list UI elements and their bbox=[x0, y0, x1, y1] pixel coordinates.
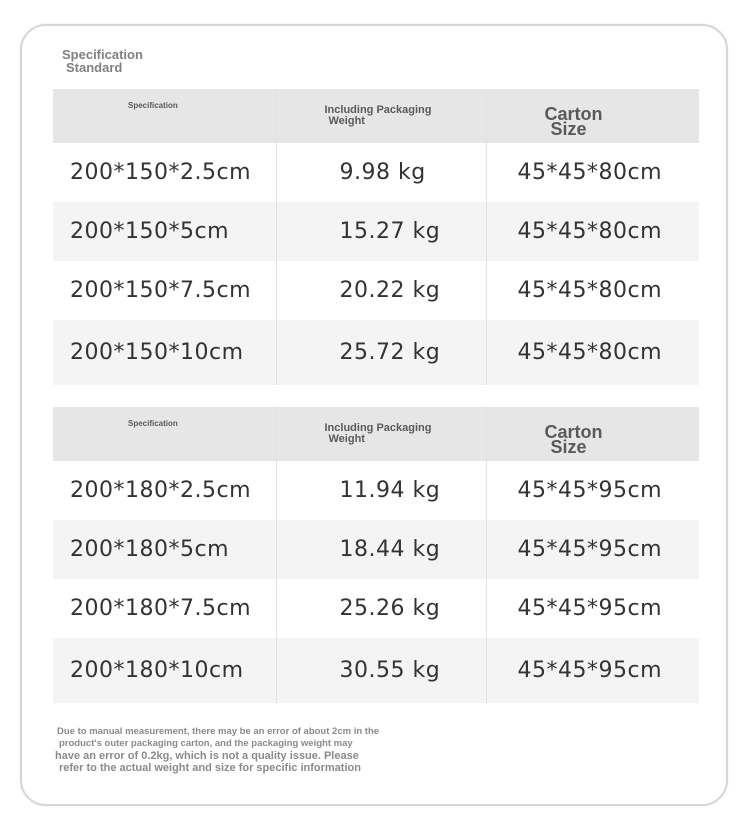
table-row bbox=[53, 638, 699, 703]
cell-carton: 45*45*80cm bbox=[486, 143, 699, 202]
cell-weight: 20.22 kg bbox=[276, 261, 486, 320]
table-row bbox=[53, 202, 699, 261]
cell-carton: 45*45*95cm bbox=[486, 638, 699, 703]
table-header-row bbox=[53, 407, 699, 461]
table-row bbox=[53, 261, 699, 320]
spec-table-200x150 bbox=[53, 89, 699, 385]
header-weight bbox=[276, 89, 486, 143]
table-row bbox=[53, 143, 699, 202]
cell-weight: 11.94 kg bbox=[276, 461, 486, 520]
cell-spec: 200*180*7.5cm bbox=[53, 579, 276, 638]
cell-weight: 9.98 kg bbox=[276, 143, 486, 202]
cell-weight: 30.55 kg bbox=[276, 638, 486, 703]
header-carton-line2: Size bbox=[550, 119, 587, 139]
cell-weight: 25.72 kg bbox=[276, 320, 486, 385]
header-spec: Specification bbox=[53, 89, 276, 143]
cell-carton: 45*45*80cm bbox=[486, 320, 699, 385]
header-spec: Specification bbox=[53, 407, 276, 461]
table-row bbox=[53, 520, 699, 579]
header-carton-line2: Size bbox=[550, 437, 587, 457]
header-carton bbox=[486, 407, 699, 461]
cell-spec: 200*180*2.5cm bbox=[53, 461, 276, 520]
header-carton-line1: Carton bbox=[544, 104, 603, 124]
section-title-line2: Standard bbox=[66, 60, 123, 75]
spec-table-200x180 bbox=[53, 407, 699, 703]
header-weight-line2: Weight bbox=[328, 433, 365, 445]
disclaimer-line1: Due to manual measurement, there may be an error of about 2cm in the bbox=[57, 726, 380, 737]
cell-spec: 200*150*7.5cm bbox=[53, 261, 276, 320]
header-carton bbox=[486, 89, 699, 143]
spec-card bbox=[20, 24, 728, 806]
cell-carton: 45*45*95cm bbox=[486, 461, 699, 520]
table-row bbox=[53, 320, 699, 385]
cell-carton: 45*45*80cm bbox=[486, 261, 699, 320]
header-weight bbox=[276, 407, 486, 461]
section-title-line1: Specification bbox=[62, 47, 143, 62]
cell-spec: 200*180*5cm bbox=[53, 520, 276, 579]
header-weight-line2: Weight bbox=[328, 115, 365, 127]
measurement-disclaimer bbox=[55, 726, 475, 774]
header-carton-line1: Carton bbox=[544, 422, 603, 442]
cell-spec: 200*150*10cm bbox=[53, 320, 276, 385]
cell-carton: 45*45*95cm bbox=[486, 520, 699, 579]
header-weight-line1: Including Packaging bbox=[324, 422, 432, 434]
cell-spec: 200*180*10cm bbox=[53, 638, 276, 703]
table-row bbox=[53, 579, 699, 638]
table-header-row bbox=[53, 89, 699, 143]
disclaimer-line2: product's outer packaging carton, and the packaging weight may bbox=[59, 738, 353, 749]
table-row bbox=[53, 461, 699, 520]
cell-weight: 25.26 kg bbox=[276, 579, 486, 638]
cell-carton: 45*45*80cm bbox=[486, 202, 699, 261]
header-weight-line1: Including Packaging bbox=[324, 104, 432, 116]
cell-carton: 45*45*95cm bbox=[486, 579, 699, 638]
cell-weight: 15.27 kg bbox=[276, 202, 486, 261]
disclaimer-line3: have an error of 0.2kg, which is not a quality issue. Please bbox=[55, 750, 359, 762]
cell-spec: 200*150*5cm bbox=[53, 202, 276, 261]
section-title bbox=[62, 48, 143, 74]
cell-weight: 18.44 kg bbox=[276, 520, 486, 579]
cell-spec: 200*150*2.5cm bbox=[53, 143, 276, 202]
disclaimer-line4: refer to the actual weight and size for specific information bbox=[59, 762, 361, 774]
